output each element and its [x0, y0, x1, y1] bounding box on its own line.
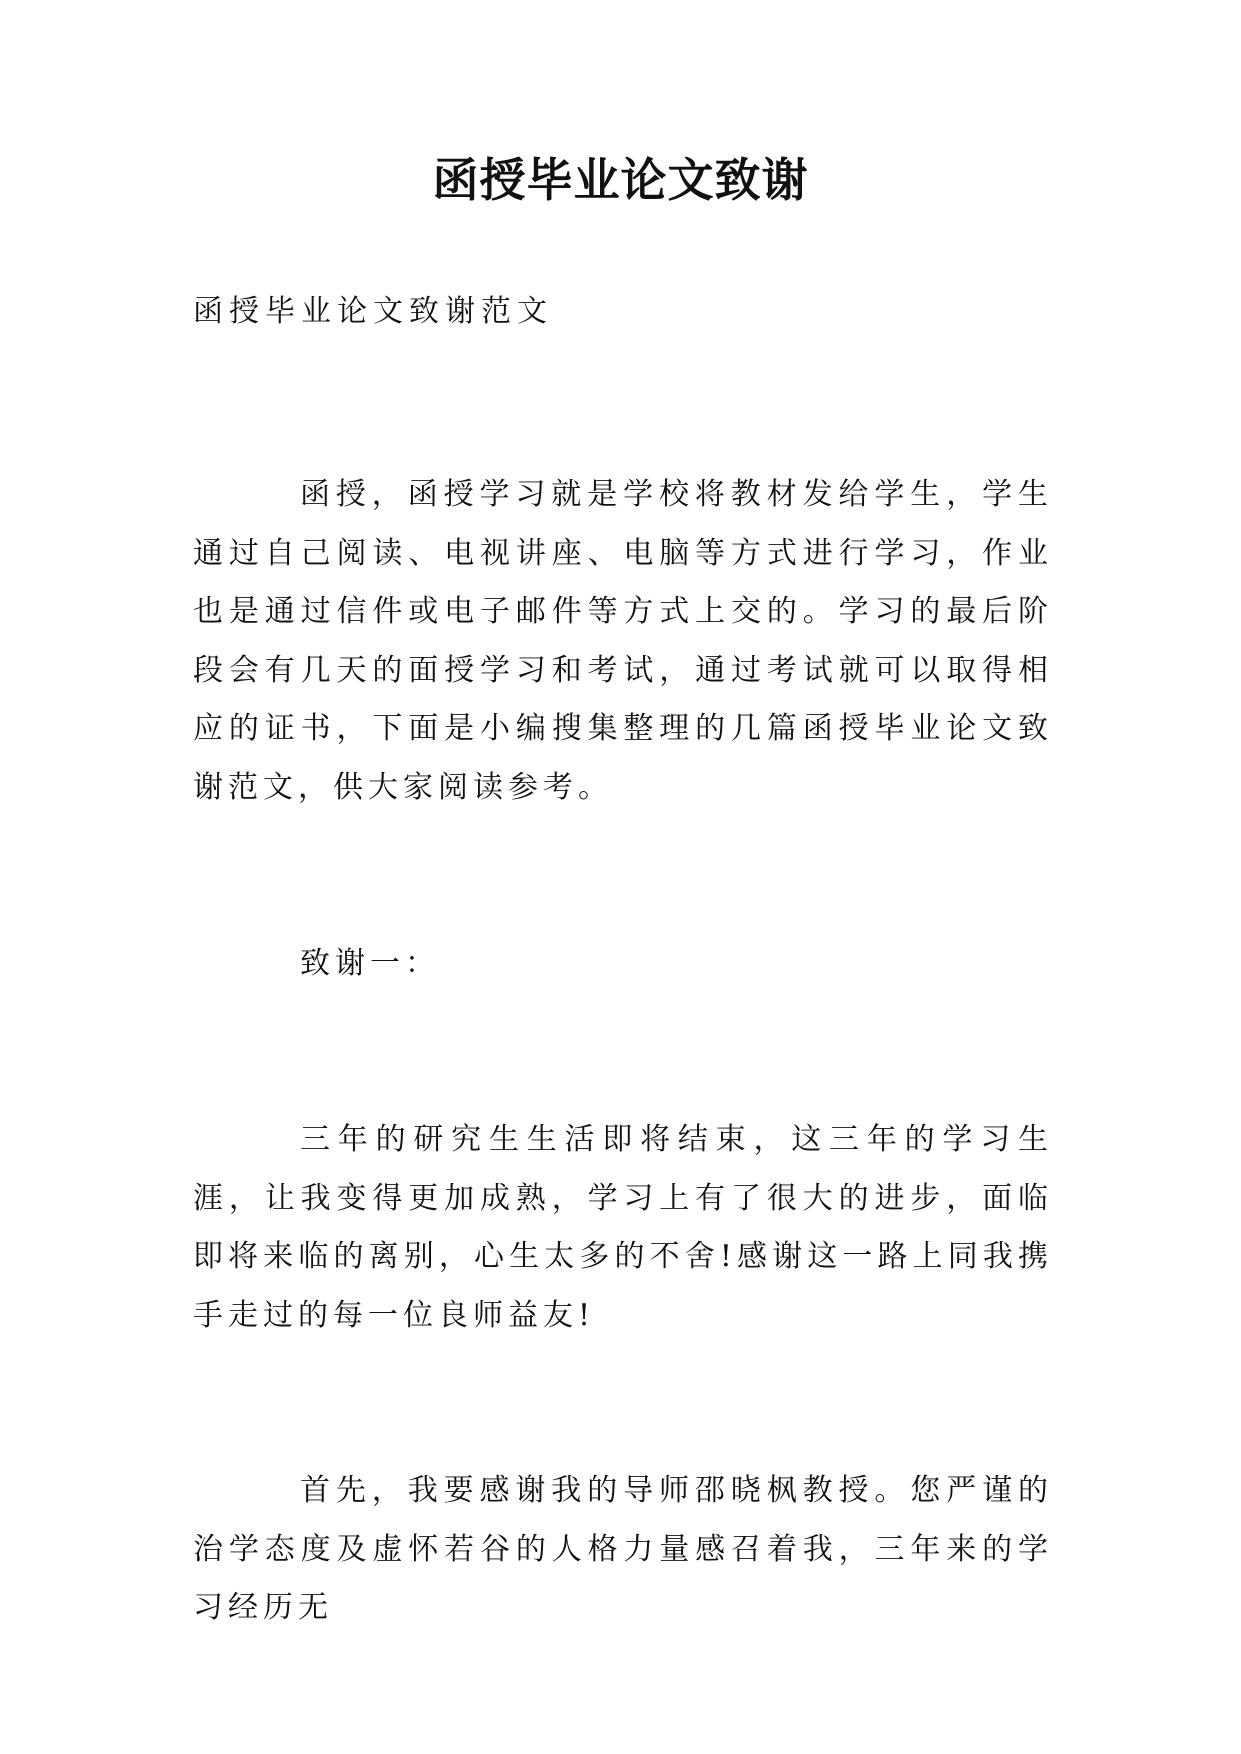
document-subtitle: 函授毕业论文致谢范文 [193, 294, 553, 329]
body-paragraph: 首先，我要感谢我的导师邵晓枫教授。您严谨的治学态度及虚怀若谷的人格力量感召着我，三年来的学习经历无 [193, 1473, 1053, 1625]
body-paragraph: 三年的研究生生活即将结束，这三年的学习生涯，让我变得更加成熟，学习上有了很大的进步，面临即将来临的离别，心生太多的不舍!感谢这一路上同我携手走过的每一位良师益友! [193, 1122, 1053, 1333]
intro-paragraph: 函授，函授学习就是学校将教材发给学生，学生通过自己阅读、电视讲座、电脑等方式进行学习，作业也是通过信件或电子邮件等方式上交的。学习的最后阶段会有几天的面授学习和考试，通过考试就可以取得相应的证书，下面是小编搜集整理的几篇函授毕业论文致谢范文，供大家阅读参考。 [193, 477, 1053, 805]
section-heading-acknowledgement-one: 致谢一： [300, 946, 440, 981]
document-title: 函授毕业论文致谢 [432, 153, 809, 207]
